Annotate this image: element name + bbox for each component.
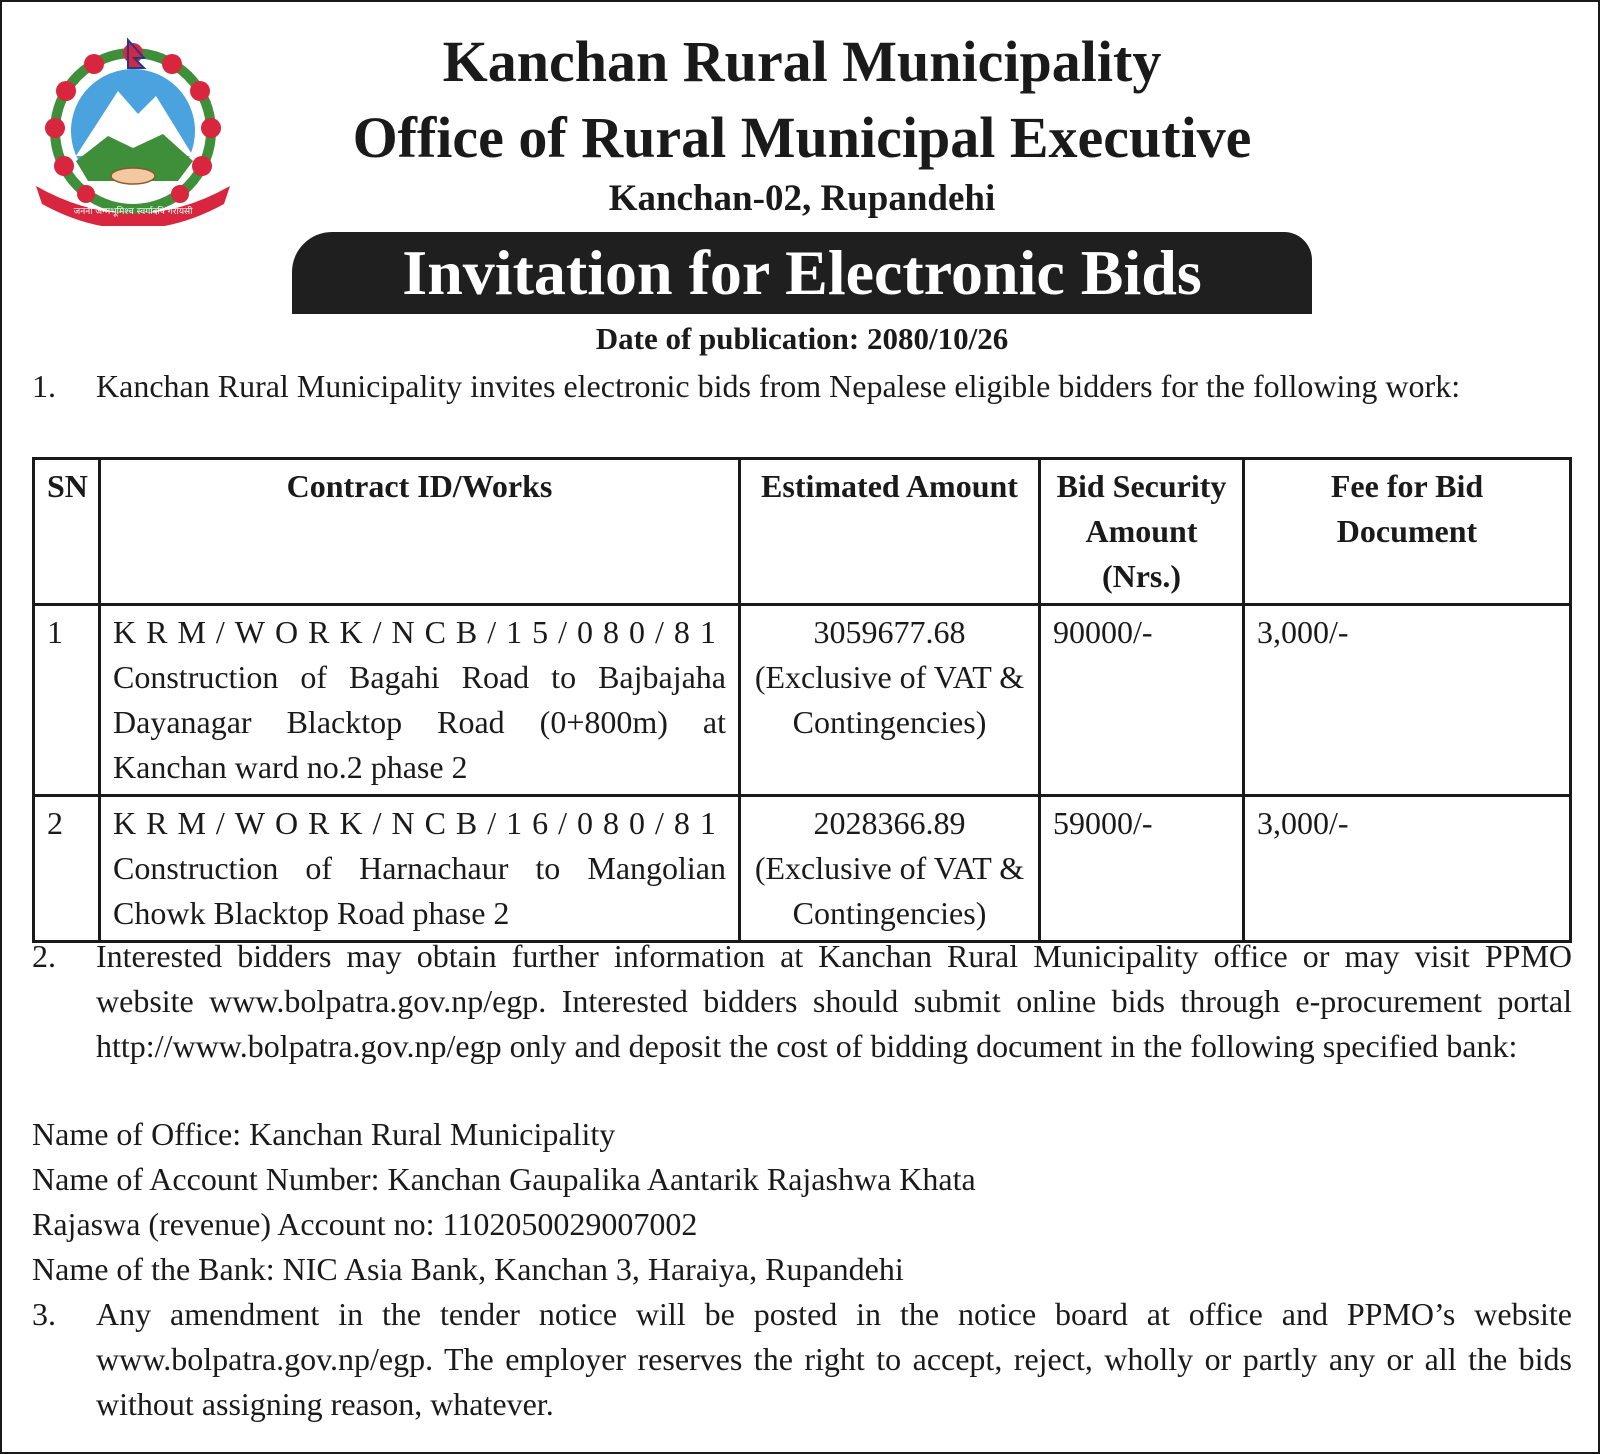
municipality-name: Kanchan Rural Municipality	[442, 29, 1162, 94]
row-fee: 3,000/-	[1244, 796, 1571, 942]
estimated-note: (Exclusive of VAT & Contingencies)	[754, 659, 1025, 740]
banner-title: Invitation for Electronic Bids	[402, 237, 1202, 308]
office-name: Office of Rural Municipal Executive	[352, 105, 1252, 170]
svg-text:जननी जन्मभूमिश्च स्वर्गादपि गर: जननी जन्मभूमिश्च स्वर्गादपि गरीयसी	[73, 207, 193, 217]
bank-name: Name of the Bank: NIC Asia Bank, Kanchan 3, Haraiya, Rupandehi	[32, 1251, 904, 1287]
bank-office: Name of Office: Kanchan Rural Municipality	[32, 1116, 616, 1152]
row-security: 59000/-	[1040, 796, 1244, 942]
notice-banner	[292, 232, 1312, 314]
header-fee: Fee for Bid Document	[1244, 459, 1571, 605]
section-1-text: Kanchan Rural Municipality invites electronic bids from Nepalese eligible bidders for the following work:	[96, 368, 1461, 404]
bids-table	[32, 457, 1572, 943]
contract-id: KRM/WORK/NCB/16/080/81	[113, 805, 726, 841]
header-works: Contract ID/Works	[100, 459, 740, 605]
bank-account-name: Name of Account Number: Kanchan Gaupalika Aantarik Rajashwa Khata	[32, 1161, 976, 1197]
row-works	[100, 605, 740, 796]
estimated-amount: 3059677.68	[813, 614, 966, 650]
header-estimated: Estimated Amount	[740, 459, 1040, 605]
office-address: Kanchan-02, Rupandehi	[608, 178, 996, 219]
work-description: Construction of Bagahi Road to Bajbajaha Dayanagar Blacktop Road (0+800m) at Kanchan ward no.2 phase 2	[113, 659, 726, 785]
section-2-text: Interested bidders may obtain further information at Kanchan Rural Municipality office or may visit PPMO website www.bolpatra.gov.np/egp. Interested bidders should submit online bids through e-procurement portal http://www.bolpatra.gov.np/egp only and deposit the cost of bidding document in the following specified bank:	[96, 938, 1572, 1064]
table-row	[34, 605, 1571, 796]
section-3-number: 3.	[32, 1296, 56, 1332]
row-fee: 3,000/-	[1244, 605, 1571, 796]
table-row	[34, 796, 1571, 942]
work-description: Construction of Harnachaur to Mangolian Chowk Blacktop Road phase 2	[113, 850, 726, 931]
section-3-text: Any amendment in the tender notice will be posted in the notice board at office and PPMO’s website www.bolpatra.gov.np/egp. The employer reserves the right to accept, reject, wholly or partly any or all the bids without assigning reason, whatever.	[96, 1296, 1572, 1422]
table-header-row	[34, 459, 1571, 605]
header-sn: SN	[34, 459, 100, 605]
section-2-number: 2.	[32, 938, 56, 974]
publication-date: Date of publication: 2080/10/26	[595, 321, 1009, 356]
row-sn: 2	[34, 796, 100, 942]
section-1-number: 1.	[32, 368, 56, 404]
header-security: Bid Security Amount (Nrs.)	[1040, 459, 1244, 605]
row-security: 90000/-	[1040, 605, 1244, 796]
bank-account-number: Rajaswa (revenue) Account no: 1102050029007002	[32, 1206, 698, 1242]
estimated-note: (Exclusive of VAT & Contingencies)	[754, 850, 1025, 931]
row-works	[100, 796, 740, 942]
contract-id: KRM/WORK/NCB/15/080/81	[113, 614, 726, 650]
row-estimated	[740, 796, 1040, 942]
row-estimated	[740, 605, 1040, 796]
estimated-amount: 2028366.89	[813, 805, 966, 841]
row-sn: 1	[34, 605, 100, 796]
